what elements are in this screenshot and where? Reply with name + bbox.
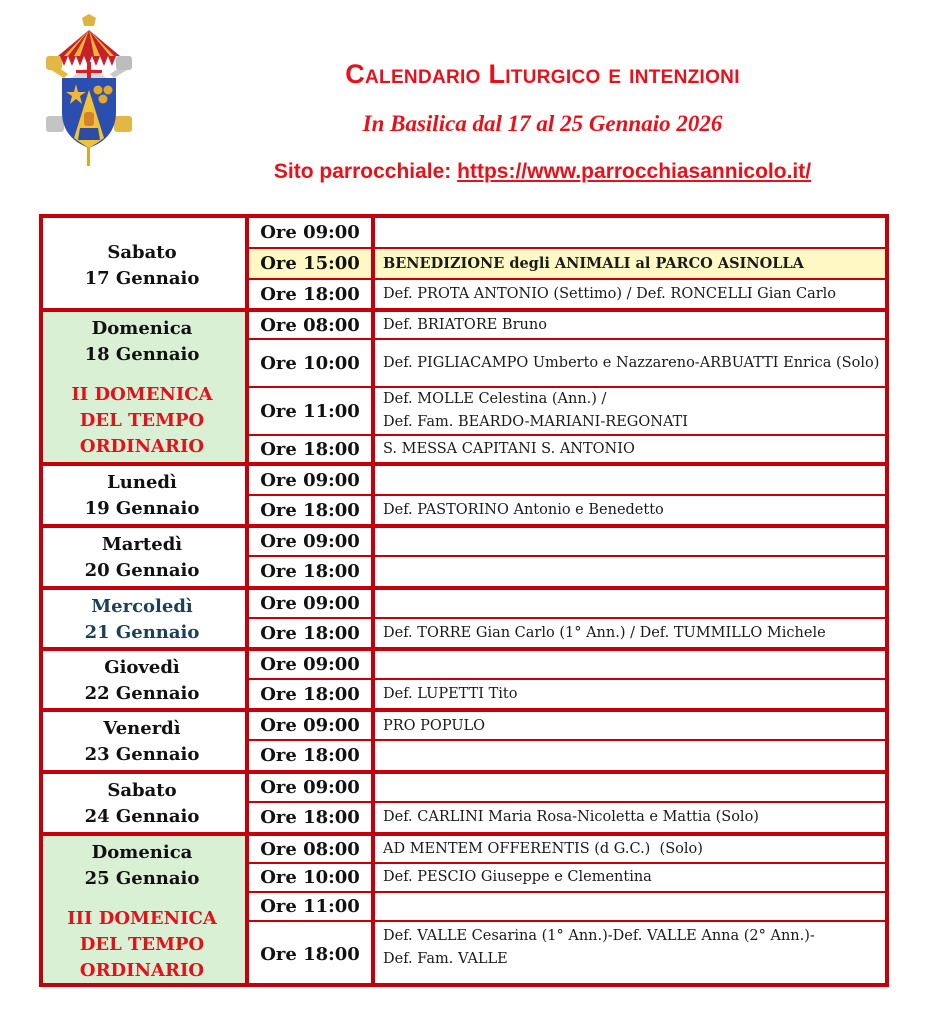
parish-site <box>220 158 865 186</box>
day-name: Giovedì <box>104 657 180 678</box>
day-cell <box>39 214 245 308</box>
intention-line: Def. Fam. VALLE <box>383 951 508 967</box>
time-slot: Ore 10:00 <box>245 338 371 386</box>
page-title: Calendario Liturgico e intenzioni <box>345 59 740 89</box>
day-date: 24 Gennaio <box>84 806 200 827</box>
time-slot: Ore 15:00 <box>245 247 371 278</box>
time-slot: Ore 18:00 <box>245 434 371 462</box>
intention <box>371 555 889 586</box>
time-slot: Ore 11:00 <box>245 891 371 920</box>
feast-line: ORDINARIO <box>79 960 205 981</box>
intention <box>371 586 889 617</box>
day-name: Sabato <box>107 780 177 801</box>
intention <box>371 524 889 555</box>
intention <box>371 891 889 920</box>
time-slot: Ore 10:00 <box>245 862 371 891</box>
time-slot: Ore 08:00 <box>245 832 371 862</box>
day-name: Martedì <box>101 534 183 555</box>
day-date: 22 Gennaio <box>84 683 200 704</box>
time-slot: Ore 08:00 <box>245 308 371 338</box>
time-slot: Ore 09:00 <box>245 214 371 247</box>
day-name: Mercoledì <box>91 596 193 617</box>
intention <box>371 386 889 434</box>
day-date: 17 Gennaio <box>84 268 200 289</box>
time-slot: Ore 09:00 <box>245 647 371 678</box>
intention <box>371 647 889 678</box>
time-slot: Ore 18:00 <box>245 278 371 308</box>
intention: Def. PROTA ANTONIO (Settimo) / Def. RONCELLI Gian Carlo <box>371 278 889 308</box>
time-slot: Ore 18:00 <box>245 494 371 524</box>
day-date: 18 Gennaio <box>84 344 200 365</box>
day-name: Venerdì <box>103 718 181 739</box>
day-name: Domenica <box>91 318 193 339</box>
time-slot: Ore 09:00 <box>245 586 371 617</box>
day-cell <box>39 770 245 832</box>
page-subtitle: In Basilica dal 17 al 25 Gennaio 2026 <box>362 111 723 136</box>
coat-of-arms-logo <box>44 14 134 170</box>
time-slot: Ore 09:00 <box>245 708 371 739</box>
time-slot: Ore 18:00 <box>245 617 371 647</box>
day-date: 23 Gennaio <box>84 744 200 765</box>
intention: Def. LUPETTI Tito <box>371 678 889 708</box>
intention: Def. BRIATORE Bruno <box>371 308 889 338</box>
intention: S. MESSA CAPITANI S. ANTONIO <box>371 434 889 462</box>
feast-line: DEL TEMPO <box>79 934 205 955</box>
day-cell <box>39 647 245 708</box>
time-slot: Ore 18:00 <box>245 739 371 770</box>
feast-title <box>39 382 245 460</box>
intention-line: Def. Fam. BEARDO-MARIANI-REGONATI <box>383 414 689 430</box>
intention: AD MENTEM OFFERENTIS (d G.C.) (Solo) <box>371 832 889 862</box>
day-date: 20 Gennaio <box>84 560 200 581</box>
site-label: Sito parrocchiale: <box>273 160 452 183</box>
intention: Def. CARLINI Maria Rosa-Nicoletta e Mattia (Solo) <box>371 801 889 832</box>
day-name: Lunedì <box>107 472 177 493</box>
day-cell <box>39 708 245 770</box>
time-slot: Ore 18:00 <box>245 678 371 708</box>
day-cell <box>39 524 245 586</box>
day-date: 21 Gennaio <box>84 622 200 643</box>
time-slot: Ore 09:00 <box>245 770 371 801</box>
feast-line: III DOMENICA <box>67 908 217 929</box>
intention: Def. PESCIO Giuseppe e Clementina <box>371 862 889 891</box>
feast-line: DEL TEMPO <box>79 410 205 431</box>
intention: Def. PIGLIACAMPO Umberto e Nazzareno-ARBUATTI Enrica (Solo) <box>371 338 889 386</box>
day-cell <box>39 586 245 647</box>
time-slot: Ore 09:00 <box>245 524 371 555</box>
intention-line: Def. MOLLE Celestina (Ann.) / <box>383 391 607 407</box>
time-slot: Ore 18:00 <box>245 920 371 987</box>
intention-line: Def. VALLE Cesarina (1° Ann.)-Def. VALLE Anna (2° Ann.)- <box>383 928 815 944</box>
day-name: Sabato <box>107 242 177 263</box>
site-link[interactable]: https://www.parrocchiasannicolo.it/ <box>457 160 812 183</box>
day-cell-sunday <box>39 308 245 462</box>
time-slot: Ore 18:00 <box>245 555 371 586</box>
feast-line: ORDINARIO <box>79 436 205 457</box>
intention <box>371 214 889 247</box>
intention <box>371 770 889 801</box>
intention <box>371 920 889 987</box>
intention: PRO POPULO <box>371 708 889 739</box>
feast-title <box>39 906 245 984</box>
time-slot: Ore 09:00 <box>245 462 371 494</box>
intention: Def. TORRE Gian Carlo (1° Ann.) / Def. TUMMILLO Michele <box>371 617 889 647</box>
day-cell-sunday <box>39 832 245 987</box>
time-slot: Ore 11:00 <box>245 386 371 434</box>
intention <box>371 739 889 770</box>
calendar-table <box>39 214 889 987</box>
day-cell <box>39 462 245 524</box>
intention: Def. PASTORINO Antonio e Benedetto <box>371 494 889 524</box>
time-slot: Ore 18:00 <box>245 801 371 832</box>
day-name: Domenica <box>91 842 193 863</box>
feast-line: II DOMENICA <box>71 384 213 405</box>
intention-highlight: BENEDIZIONE degli ANIMALI al PARCO ASINOLLA <box>371 247 889 278</box>
day-date: 19 Gennaio <box>84 498 200 519</box>
intention <box>371 462 889 494</box>
day-date: 25 Gennaio <box>84 868 200 889</box>
